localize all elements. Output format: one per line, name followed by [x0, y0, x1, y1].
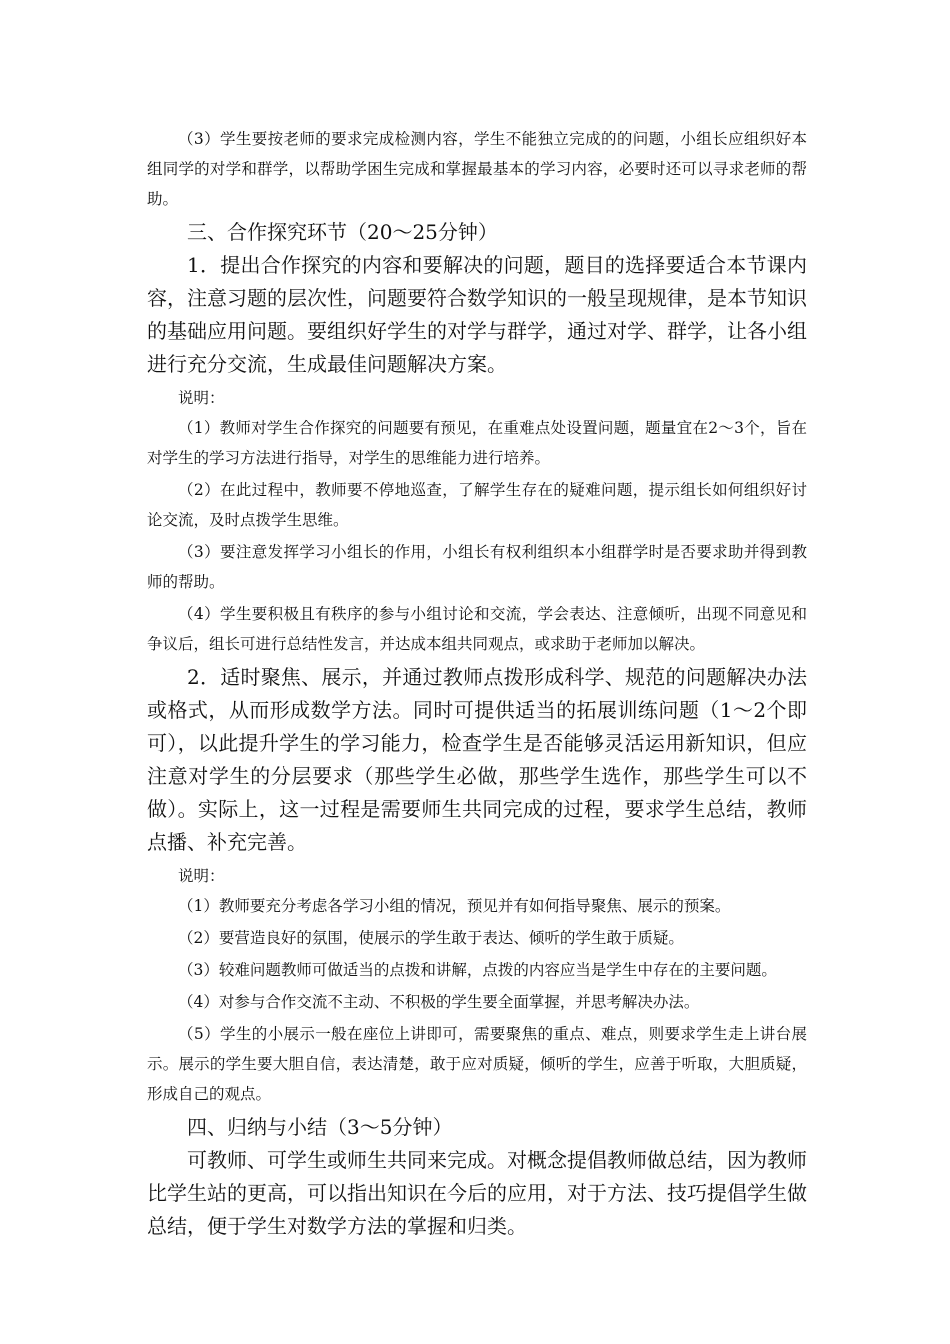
paragraph-summary: 可教师、可学生或师生共同来完成。对概念提倡教师做总结，因为教师比学生站的更高，可以指出知识在今后的应用，对于方法、技巧提倡学生做总结，便于学生对数学方法的掌握和归类。 — [147, 1148, 807, 1238]
note-label: 说明： — [178, 389, 225, 407]
paragraph-note-4: （4）学生要积极且有秩序的参与小组讨论和交流，学会表达、注意倾听，出现不同意见和争议后，组长可进行总结性发言，并达成本组共同观点，或求助于老师加以解决。 — [147, 605, 807, 653]
paragraph-note-2: （2）要营造良好的氛围，使展示的学生敢于表达、倾听的学生敢于质疑。 — [178, 929, 684, 947]
paragraph-note-1: （1）教师对学生合作探究的问题要有预见，在重难点处设置问题，题量宜在2～3个，旨在对学生的学习方法进行指导，对学生的思维能力进行培养。 — [147, 419, 807, 467]
note-label: 说明： — [178, 867, 225, 885]
paragraph-note-3: （3）较难问题教师可做适当的点拨和讲解，点拨的内容应当是学生中存在的主要问题。 — [178, 961, 777, 979]
paragraph-note-2: （2）在此过程中，教师要不停地巡查，了解学生存在的疑难问题，提示组长如何组织好讨论交流，及时点拨学生思维。 — [147, 481, 807, 529]
section-heading-cooperative-inquiry: 三、合作探究环节（20～25分钟） — [187, 220, 498, 244]
document-body — [147, 124, 807, 1243]
paragraph-note-3-check: （3）学生要按老师的要求完成检测内容，学生不能独立完成的的问题，小组长应组织好本组同学的对学和群学，以帮助学困生完成和掌握最基本的学习内容，必要时还可以寻求老师的帮助。 — [147, 130, 807, 208]
paragraph-note-4: （4）对参与合作交流不主动、不积极的学生要全面掌握，并思考解决办法。 — [178, 993, 700, 1011]
paragraph-note-1: （1）教师要充分考虑各学习小组的情况，预见并有如何指导聚焦、展示的预案。 — [178, 897, 731, 915]
section-heading-summary: 四、归纳与小结（3～5分钟） — [187, 1115, 453, 1139]
paragraph-item-1: 1．提出合作探究的内容和要解决的问题，题目的选择要适合本节课内容，注意习题的层次性，问题要符合数学知识的一般呈现规律，是本节知识的基础应用问题。要组织好学生的对学与群学，通过对学、群学，让各小组进行充分交流，生成最佳问题解决方案。 — [147, 253, 807, 376]
paragraph-note-5: （5）学生的小展示一般在座位上讲即可，需要聚焦的重点、难点，则要求学生走上讲台展示。展示的学生要大胆自信，表达清楚，敢于应对质疑，倾听的学生，应善于听取，大胆质疑，形成自己的观点。 — [147, 1025, 807, 1103]
paragraph-item-2: 2．适时聚焦、展示，并通过教师点拨形成科学、规范的问题解决办法或格式，从而形成数学方法。同时可提供适当的拓展训练问题（1～2个即可），以此提升学生的学习能力，检查学生是否能够灵活运用新知识，但应注意对学生的分层要求（那些学生必做，那些学生选作，那些学生可以不做）。实际上，这一过程是需要师生共同完成的过程，要求学生总结，教师点播、补充完善。 — [147, 665, 807, 854]
paragraph-note-3: （3）要注意发挥学习小组长的作用，小组长有权利组织本小组群学时是否要求助并得到教师的帮助。 — [147, 543, 807, 591]
